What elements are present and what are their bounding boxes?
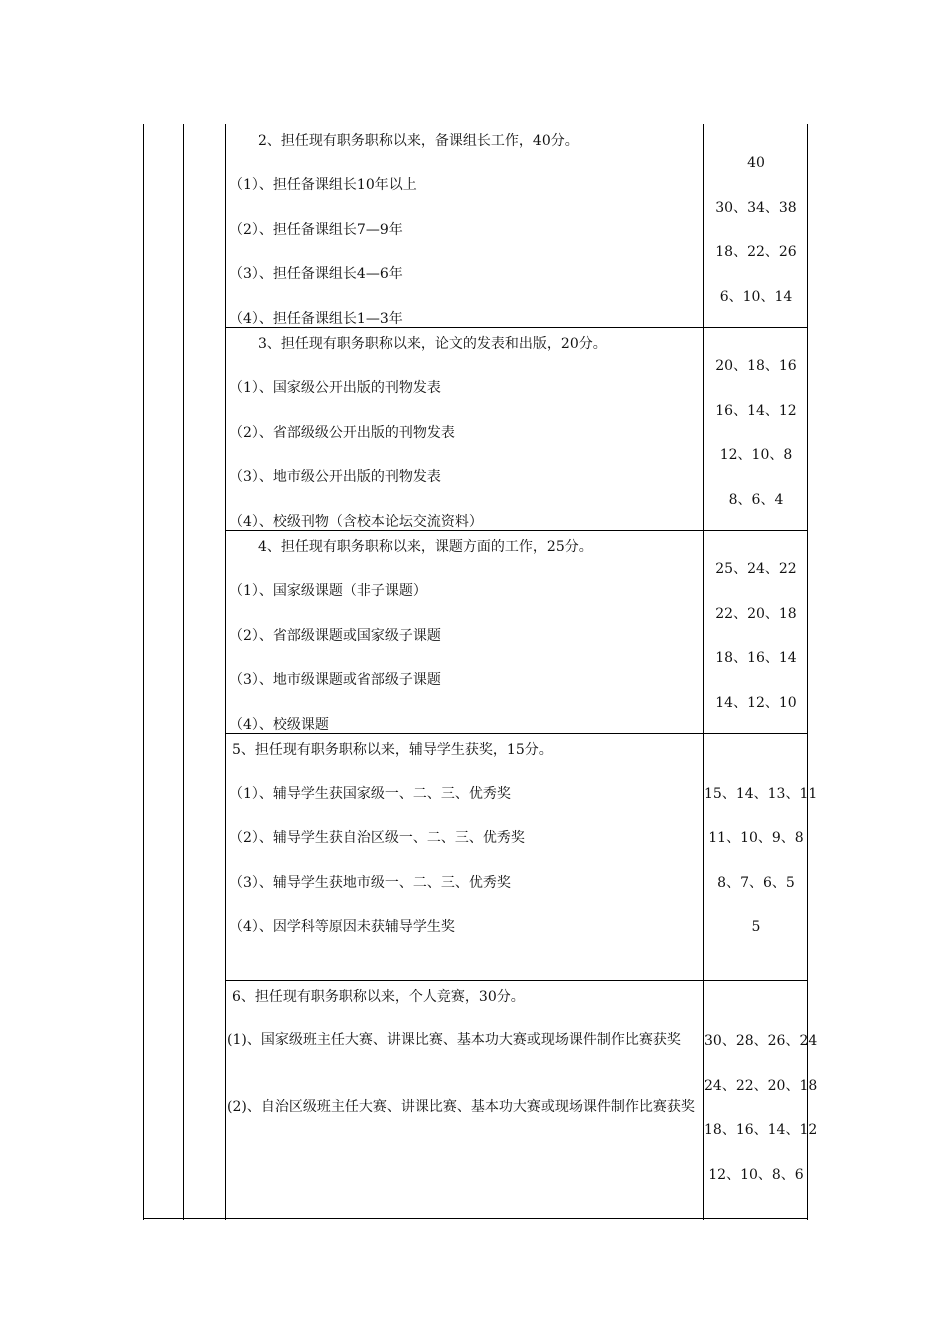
score-value: 5	[751, 919, 761, 935]
score-value: 8、6、4	[728, 492, 784, 508]
score-value: 22、20、18	[715, 606, 797, 622]
section-heading: 2、担任现有职务职称以来，备课组长工作，40分。	[258, 133, 579, 149]
table-border-bottom	[143, 1218, 808, 1219]
section-heading: 6、担任现有职务职称以来，个人竞赛，30分。	[232, 989, 525, 1005]
score-value: 20、18、16	[715, 358, 797, 374]
score-value: 24、22、20、18	[704, 1078, 818, 1094]
criteria-item: （3）、担任备课组长4—6年	[229, 266, 403, 282]
criteria-item: （1）、国家级课题（非子课题）	[229, 583, 427, 599]
criteria-item: (1)、国家级班主任大赛、讲课比赛、基本功大赛或现场课件制作比赛获奖	[227, 1032, 681, 1048]
score-value: 14、12、10	[715, 695, 797, 711]
row-divider	[225, 980, 808, 981]
criteria-item: （4）、校级课题	[229, 717, 329, 733]
criteria-item: （2）、辅导学生获自治区级一、二、三、优秀奖	[229, 830, 525, 846]
criteria-item: （3）、地市级公开出版的刊物发表	[229, 469, 441, 485]
criteria-item: （4）、校级刊物（含校本论坛交流资料）	[229, 514, 483, 530]
score-value: 25、24、22	[715, 561, 797, 577]
criteria-item: （1）、担任备课组长10年以上	[229, 177, 417, 193]
score-value: 40	[747, 155, 765, 171]
score-value: 12、10、8	[719, 447, 793, 463]
score-value: 11、10、9、8	[708, 830, 804, 846]
table-column-divider-1	[183, 124, 184, 1220]
score-value: 30、34、38	[715, 200, 797, 216]
section-heading: 4、担任现有职务职称以来，课题方面的工作，25分。	[258, 539, 593, 555]
score-value: 18、16、14、12	[704, 1122, 818, 1138]
criteria-item: （3）、辅导学生获地市级一、二、三、优秀奖	[229, 875, 511, 891]
criteria-item: （4）、担任备课组长1—3年	[229, 311, 403, 327]
section-heading: 3、担任现有职务职称以来，论文的发表和出版，20分。	[258, 336, 607, 352]
score-value: 6、10、14	[719, 289, 793, 305]
criteria-item: (2)、自治区级班主任大赛、讲课比赛、基本功大赛或现场课件制作比赛获奖	[227, 1099, 695, 1115]
score-value: 30、28、26、24	[704, 1033, 818, 1049]
criteria-item: （2）、担任备课组长7—9年	[229, 222, 403, 238]
criteria-item: （1）、国家级公开出版的刊物发表	[229, 380, 441, 396]
score-value: 18、16、14	[715, 650, 797, 666]
criteria-item: （2）、省部级课题或国家级子课题	[229, 628, 441, 644]
criteria-item: （1）、辅导学生获国家级一、二、三、优秀奖	[229, 786, 511, 802]
score-value: 12、10、8、6	[708, 1167, 804, 1183]
section-heading: 5、担任现有职务职称以来，辅导学生获奖，15分。	[232, 742, 553, 758]
score-value: 15、14、13、11	[704, 786, 818, 802]
row-divider	[225, 530, 808, 531]
table-border-left	[143, 124, 144, 1220]
criteria-item: （2）、省部级级公开出版的刊物发表	[229, 425, 455, 441]
criteria-item: （4）、因学科等原因未获辅导学生奖	[229, 919, 455, 935]
score-value: 8、7、6、5	[717, 875, 795, 891]
table-column-divider-2	[225, 124, 226, 1220]
score-value: 18、22、26	[715, 244, 797, 260]
criteria-item: （3）、地市级课题或省部级子课题	[229, 672, 441, 688]
row-divider	[225, 327, 808, 328]
row-divider	[225, 733, 808, 734]
score-value: 16、14、12	[715, 403, 797, 419]
